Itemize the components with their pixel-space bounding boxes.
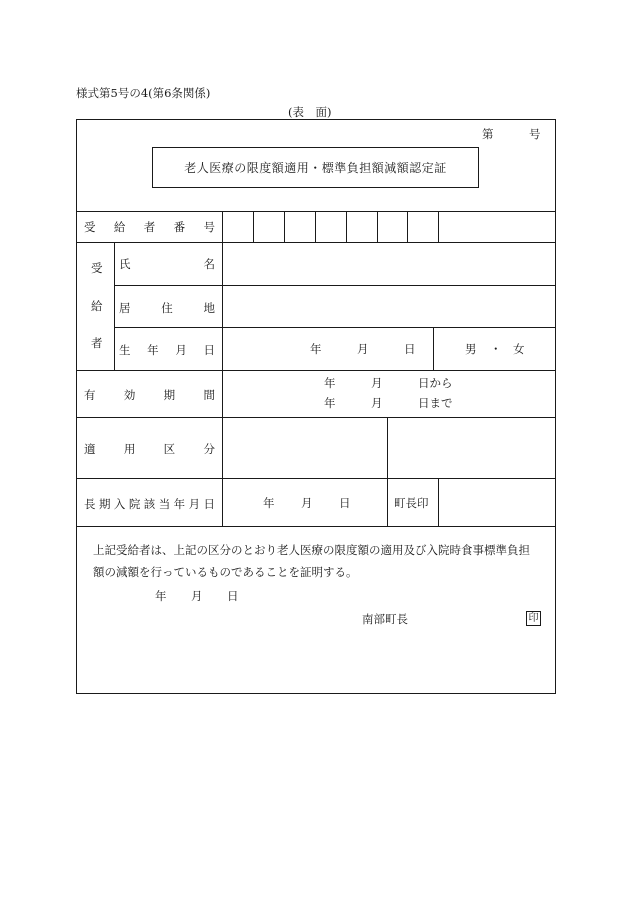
- side-label: (表 面): [288, 105, 332, 119]
- dob-year: 年: [310, 342, 322, 356]
- label-dob: 生 年 月 日: [119, 343, 215, 357]
- certificate-title: 老人医療の限度額適用・標準負担額減額認定証: [152, 147, 479, 188]
- certificate-form: [76, 119, 556, 694]
- validity-from-day: 日から: [418, 376, 453, 390]
- validity-from-year: 年: [324, 376, 336, 390]
- issuer-name: 南部町長: [362, 612, 408, 626]
- dob-month: 月: [357, 342, 369, 356]
- validity-from-month: 月: [371, 376, 383, 390]
- long-stay-month: 月: [301, 496, 313, 510]
- validity-to-day: 日まで: [418, 396, 453, 410]
- label-address: 居 住 地: [119, 301, 215, 315]
- cert-date-month: 月: [191, 589, 203, 603]
- certification-text: [77, 539, 537, 583]
- label-recipient-group-2: 給: [91, 299, 103, 313]
- number-prefix: 第: [482, 127, 494, 141]
- validity-to-month: 月: [371, 396, 383, 410]
- form-id: 様式第5号の4(第6条関係): [76, 86, 211, 100]
- long-stay-year: 年: [263, 496, 275, 510]
- cert-date-year: 年: [155, 589, 167, 603]
- mayor-seal-label: 町長印: [394, 496, 429, 510]
- label-recipient-number: 受 給 者 番 号: [84, 220, 215, 234]
- label-validity: 有 効 期 間: [84, 388, 215, 402]
- sex-separator: ・: [490, 342, 502, 356]
- sex-female: 女: [513, 342, 525, 356]
- long-stay-day: 日: [339, 496, 351, 510]
- label-category: 適 用 区 分: [84, 442, 215, 456]
- number-suffix: 号: [529, 127, 541, 141]
- sex-male: 男: [465, 342, 477, 356]
- label-recipient-group-1: 受: [91, 261, 103, 275]
- label-long-stay: 長 期 入 院 該 当 年 月 日: [84, 497, 215, 511]
- label-recipient-group-3: 者: [91, 336, 103, 350]
- seal-icon: 印: [526, 611, 541, 626]
- validity-to-year: 年: [324, 396, 336, 410]
- label-name: 氏 名: [119, 257, 215, 271]
- certification-line-2: 額の減額を行っているものであることを証明する。: [93, 565, 358, 579]
- dob-day: 日: [404, 342, 416, 356]
- cert-date-day: 日: [227, 589, 239, 603]
- certification-line-1: 上記受給者は、上記の区分のとおり老人医療の限度額の適用及び入院時食事標準負担: [93, 543, 530, 557]
